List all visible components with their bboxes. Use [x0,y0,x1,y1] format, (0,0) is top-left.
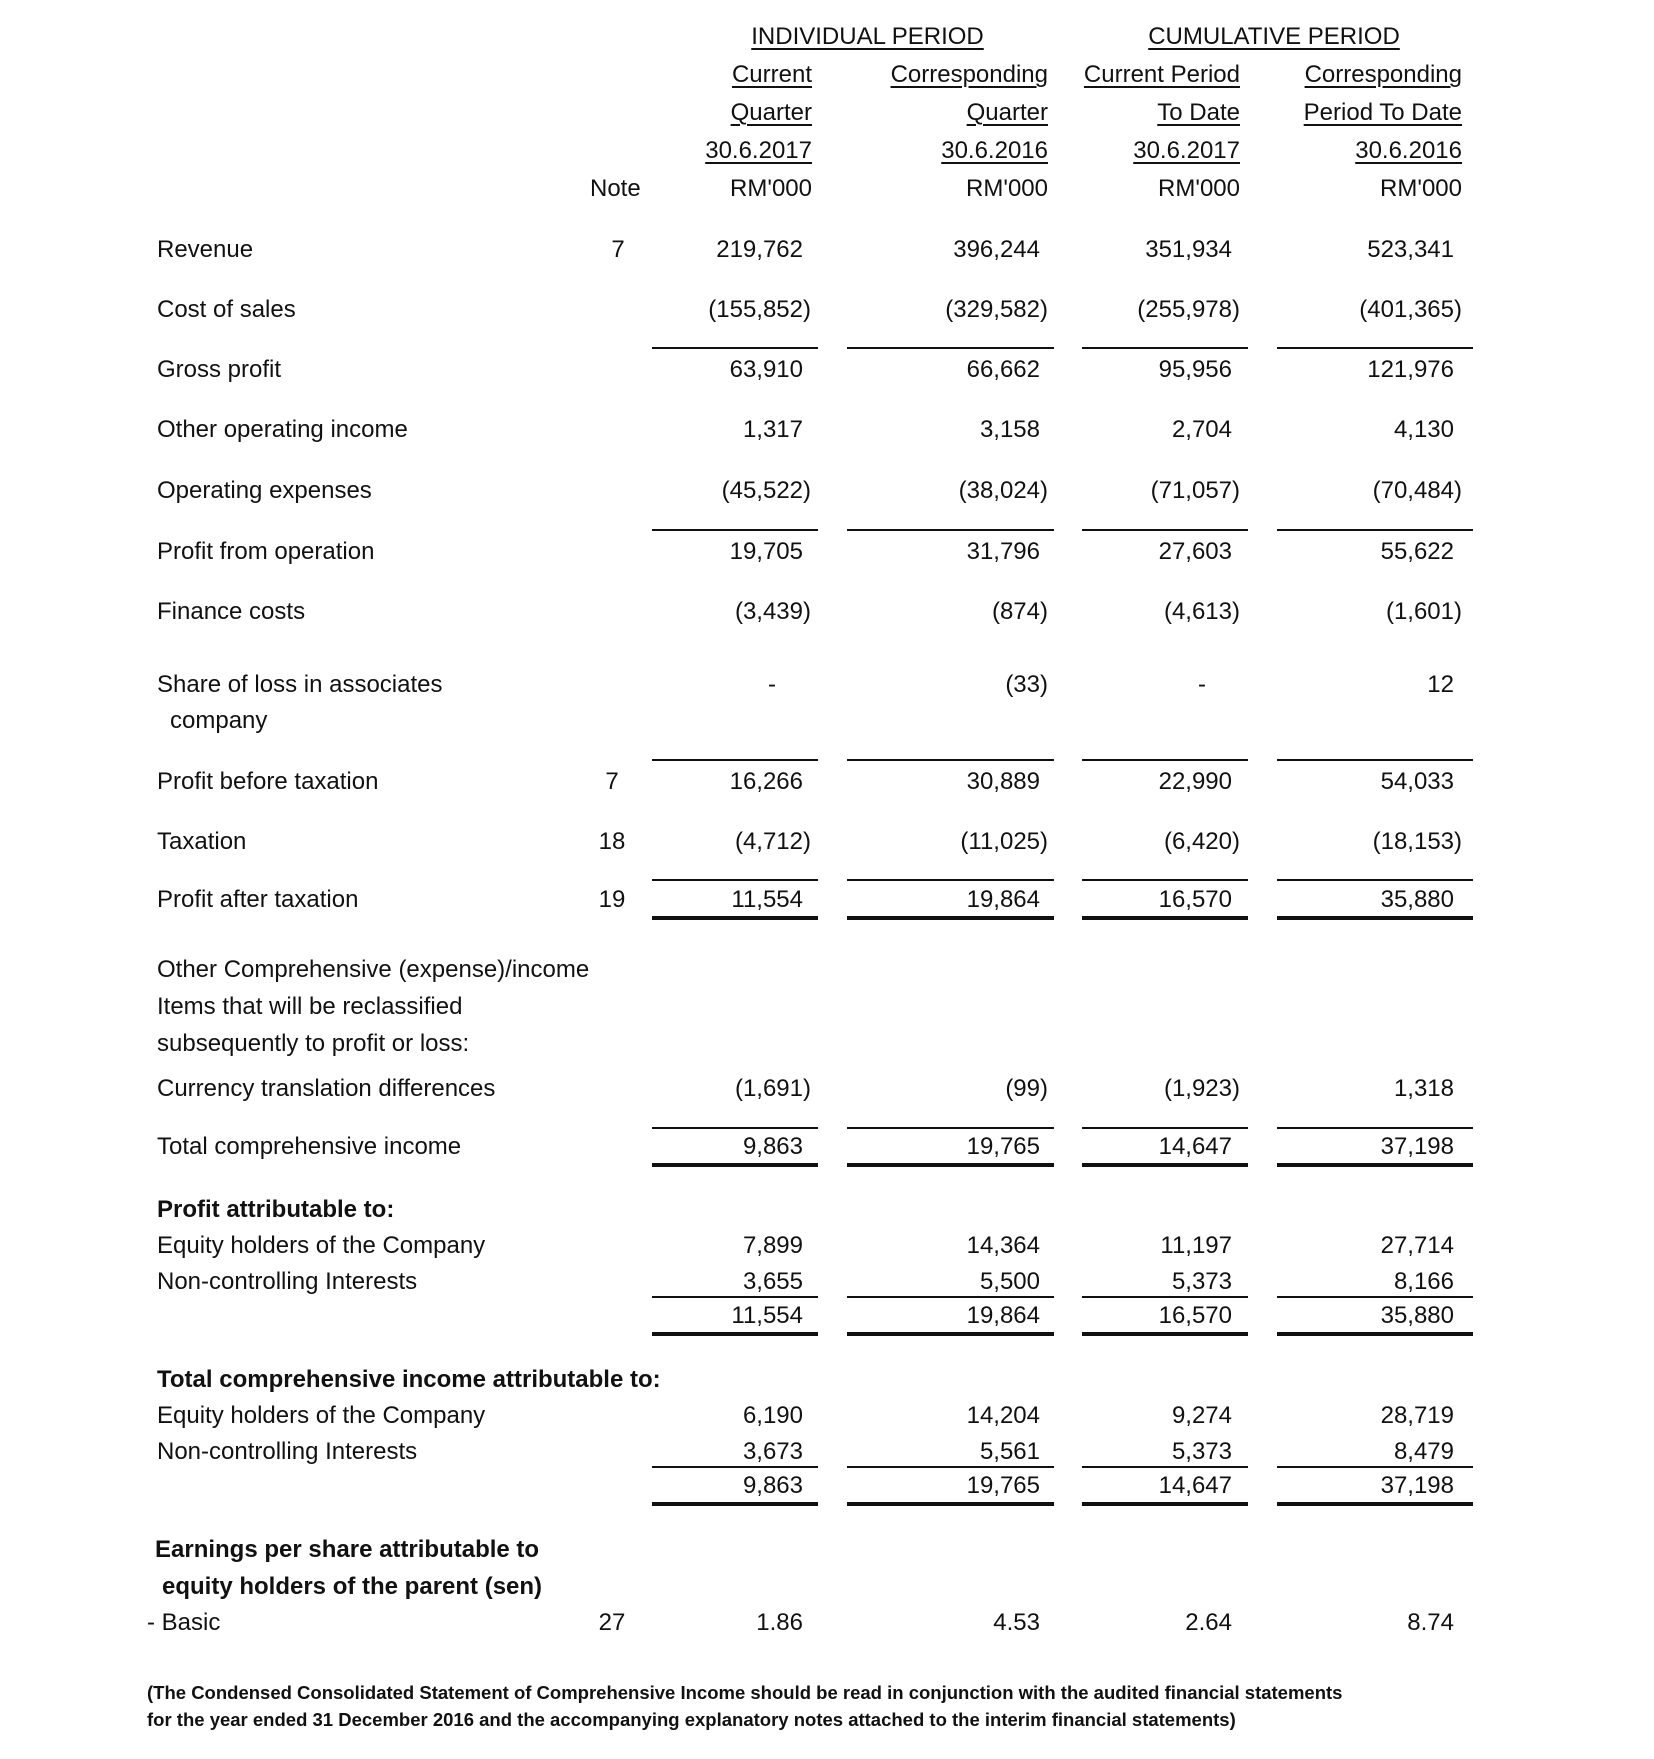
ctd-col2: (99) [1005,1075,1048,1102]
subtotal-rule [847,1127,1054,1129]
ta-total-col3: 14,647 [1158,1472,1232,1499]
ctd-col3: (1,923) [1163,1075,1240,1102]
subtotal-rule [847,879,1054,881]
row-label-gross-profit: Gross profit [157,356,282,383]
pa-equity-col1: 7,899 [742,1232,803,1259]
gross-profit-col1: 63,910 [729,356,803,383]
subtotal-rule [1277,529,1473,531]
subtotal-rule [1082,347,1248,349]
pfo-col2: 31,796 [966,538,1040,565]
pfo-col4: 55,622 [1380,538,1454,565]
total-rule [1277,1332,1473,1336]
subtotal-rule [847,347,1054,349]
subtotal-rule [652,759,818,761]
row-label-finance-costs: Finance costs [157,598,306,625]
col4-header-line2: Period To Date [1303,99,1462,126]
tci-col2: 19,765 [966,1133,1040,1160]
pa-equity-col4: 27,714 [1380,1232,1454,1259]
header-group-individual: INDIVIDUAL PERIOD [751,23,984,50]
share-loss-col4: 12 [1427,671,1454,698]
ctd-col1: (1,691) [734,1075,811,1102]
tci-col4: 37,198 [1380,1133,1454,1160]
tci-col1: 9,863 [742,1133,803,1160]
subtotal-rule [1082,1466,1248,1468]
row-label-profit-from-operation: Profit from operation [157,538,375,565]
col1-header-line1: Current [731,61,812,88]
eps-heading-2: equity holders of the parent (sen) [162,1573,543,1600]
revenue-col1: 219,762 [716,236,803,263]
subtotal-rule [847,759,1054,761]
subtotal-rule [1277,1296,1473,1298]
tax-col4: (18,153) [1372,828,1462,855]
total-rule [1277,916,1473,920]
eps-basic-col1: 1.86 [756,1609,803,1636]
pa-equity-label: Equity holders of the Company [157,1232,486,1259]
other-income-col4: 4,130 [1393,416,1454,443]
subtotal-rule [652,1466,818,1468]
pa-total-col4: 35,880 [1380,1302,1454,1329]
row-label-revenue: Revenue [157,236,254,263]
total-rule [1082,1502,1248,1506]
subtotal-rule [847,1466,1054,1468]
col2-header-unit: RM'000 [966,175,1048,202]
total-rule [652,916,818,920]
row-label-currency-translation: Currency translation differences [157,1075,496,1102]
subtotal-rule [652,879,818,881]
row-note-pat: 19 [598,886,626,913]
row-label-share-of-loss: Share of loss in associates [157,671,443,698]
subtotal-rule [1082,1127,1248,1129]
cost-of-sales-col4: (401,365) [1359,296,1462,323]
row-label-profit-before-tax: Profit before taxation [157,768,379,795]
row-label-other-operating-income: Other operating income [157,416,408,443]
share-loss-col3: - [1198,671,1206,698]
pbt-col4: 54,033 [1380,768,1454,795]
oci-heading-2: Items that will be reclassified [157,993,463,1020]
pfo-col1: 19,705 [729,538,803,565]
pa-equity-col2: 14,364 [966,1232,1040,1259]
gross-profit-col2: 66,662 [966,356,1040,383]
total-rule [1277,1163,1473,1167]
col1-header-line2: Quarter [730,99,812,126]
gross-profit-col4: 121,976 [1367,356,1454,383]
pbt-col2: 30,889 [966,768,1040,795]
ta-nci-col3: 5,373 [1171,1438,1232,1465]
total-rule [847,1502,1054,1506]
ta-equity-col3: 9,274 [1171,1402,1232,1429]
ta-total-col1: 9,863 [742,1472,803,1499]
subtotal-rule [847,529,1054,531]
cost-of-sales-col2: (329,582) [945,296,1048,323]
eps-heading-1: Earnings per share attributable to [155,1536,540,1563]
subtotal-rule [1082,1296,1248,1298]
gross-profit-col3: 95,956 [1158,356,1232,383]
cost-of-sales-col1: (155,852) [708,296,811,323]
row-label-taxation: Taxation [157,828,247,855]
eps-basic-col2: 4.53 [993,1609,1040,1636]
pfo-col3: 27,603 [1158,538,1232,565]
share-loss-col2: (33) [1005,671,1048,698]
subtotal-rule [652,347,818,349]
col1-header-date: 30.6.2017 [705,137,812,164]
row-label-cost-of-sales: Cost of sales [157,296,296,323]
pa-nci-col4: 8,166 [1393,1268,1454,1295]
col3-header-unit: RM'000 [1158,175,1240,202]
total-rule [652,1502,818,1506]
row-label-profit-after-tax: Profit after taxation [157,886,359,913]
tci-attributable-heading: Total comprehensive income attributable to: [157,1366,661,1393]
other-income-col3: 2,704 [1171,416,1232,443]
eps-basic-note: 27 [598,1609,626,1636]
pa-nci-label: Non-controlling Interests [157,1268,418,1295]
total-rule [1082,1332,1248,1336]
col2-header-date: 30.6.2016 [941,137,1048,164]
total-rule [1082,1163,1248,1167]
ctd-col4: 1,318 [1393,1075,1454,1102]
profit-attributable-heading: Profit attributable to: [157,1196,395,1223]
ta-nci-label: Non-controlling Interests [157,1438,418,1465]
pbt-col1: 16,266 [729,768,803,795]
tax-col3: (6,420) [1163,828,1240,855]
subtotal-rule [652,1127,818,1129]
subtotal-rule [1277,879,1473,881]
subtotal-rule [1082,879,1248,881]
pa-total-col1: 11,554 [731,1302,803,1329]
pat-col3: 16,570 [1158,886,1232,913]
note-header: Note [590,175,641,202]
row-label-operating-expenses: Operating expenses [157,477,372,504]
row-label-share-of-loss-cont: company [170,707,268,734]
pa-nci-col3: 5,373 [1171,1268,1232,1295]
subtotal-rule [652,1296,818,1298]
pa-total-col2: 19,864 [966,1302,1040,1329]
row-note-taxation: 18 [598,828,626,855]
total-rule [1082,916,1248,920]
opex-col4: (70,484) [1372,477,1462,504]
subtotal-rule [1082,759,1248,761]
tax-col1: (4,712) [734,828,811,855]
pa-nci-col2: 5,500 [979,1268,1040,1295]
finance-col2: (874) [991,598,1048,625]
eps-basic-col4: 8.74 [1407,1609,1454,1636]
total-rule [1277,1502,1473,1506]
tax-col2: (11,025) [960,828,1048,855]
share-loss-col1: - [768,671,776,698]
revenue-col4: 523,341 [1367,236,1454,263]
col4-header-unit: RM'000 [1380,175,1462,202]
finance-col1: (3,439) [734,598,811,625]
total-rule [652,1163,818,1167]
ta-equity-label: Equity holders of the Company [157,1402,486,1429]
subtotal-rule [1277,759,1473,761]
ta-equity-col1: 6,190 [742,1402,803,1429]
col2-header-line2: Quarter [966,99,1048,126]
header-group-cumulative: CUMULATIVE PERIOD [1148,23,1400,50]
finance-col3: (4,613) [1163,598,1240,625]
total-rule [652,1332,818,1336]
total-rule [847,1163,1054,1167]
footnote-line-2: for the year ended 31 December 2016 and the accompanying explanatory notes attached to the interim financial statements) [147,1709,1236,1730]
pa-nci-col1: 3,655 [742,1268,803,1295]
revenue-col2: 396,244 [953,236,1040,263]
col2-header-line1: Corresponding [890,61,1048,88]
subtotal-rule [1082,529,1248,531]
ta-nci-col1: 3,673 [742,1438,803,1465]
pbt-col3: 22,990 [1158,768,1232,795]
pat-col4: 35,880 [1380,886,1454,913]
col3-header-line1: Current Period [1083,61,1240,88]
subtotal-rule [652,529,818,531]
ta-nci-col2: 5,561 [979,1438,1040,1465]
ta-equity-col4: 28,719 [1380,1402,1454,1429]
ta-equity-col2: 14,204 [966,1402,1040,1429]
row-label-total-comprehensive-income: Total comprehensive income [157,1133,462,1160]
col3-header-date: 30.6.2017 [1133,137,1240,164]
oci-heading-3: subsequently to profit or loss: [157,1030,470,1057]
other-income-col1: 1,317 [742,416,803,443]
eps-basic-label: - Basic [147,1609,221,1636]
subtotal-rule [1277,347,1473,349]
subtotal-rule [847,1296,1054,1298]
row-note-pbt: 7 [605,768,619,795]
pat-col2: 19,864 [966,886,1040,913]
col4-header-date: 30.6.2016 [1355,137,1462,164]
subtotal-rule [1277,1466,1473,1468]
pat-col1: 11,554 [731,886,803,913]
total-rule [847,1332,1054,1336]
eps-basic-col3: 2.64 [1185,1609,1232,1636]
opex-col1: (45,522) [721,477,811,504]
other-income-col2: 3,158 [979,416,1040,443]
footnote-line-1: (The Condensed Consolidated Statement of Comprehensive Income should be read in conjunction with the audited financial statements [147,1682,1343,1703]
col3-header-line2: To Date [1157,99,1240,126]
col1-header-unit: RM'000 [730,175,812,202]
row-note-revenue: 7 [611,236,625,263]
oci-heading-1: Other Comprehensive (expense)/income [157,956,590,983]
pa-total-col3: 16,570 [1158,1302,1232,1329]
total-rule [847,916,1054,920]
subtotal-rule [1277,1127,1473,1129]
ta-nci-col4: 8,479 [1393,1438,1454,1465]
col4-header-line1: Corresponding [1304,61,1462,88]
opex-col2: (38,024) [958,477,1048,504]
opex-col3: (71,057) [1150,477,1240,504]
tci-col3: 14,647 [1158,1133,1232,1160]
finance-col4: (1,601) [1385,598,1462,625]
revenue-col3: 351,934 [1145,236,1232,263]
cost-of-sales-col3: (255,978) [1137,296,1240,323]
pa-equity-col3: 11,197 [1160,1232,1232,1259]
ta-total-col2: 19,765 [966,1472,1040,1499]
ta-total-col4: 37,198 [1380,1472,1454,1499]
